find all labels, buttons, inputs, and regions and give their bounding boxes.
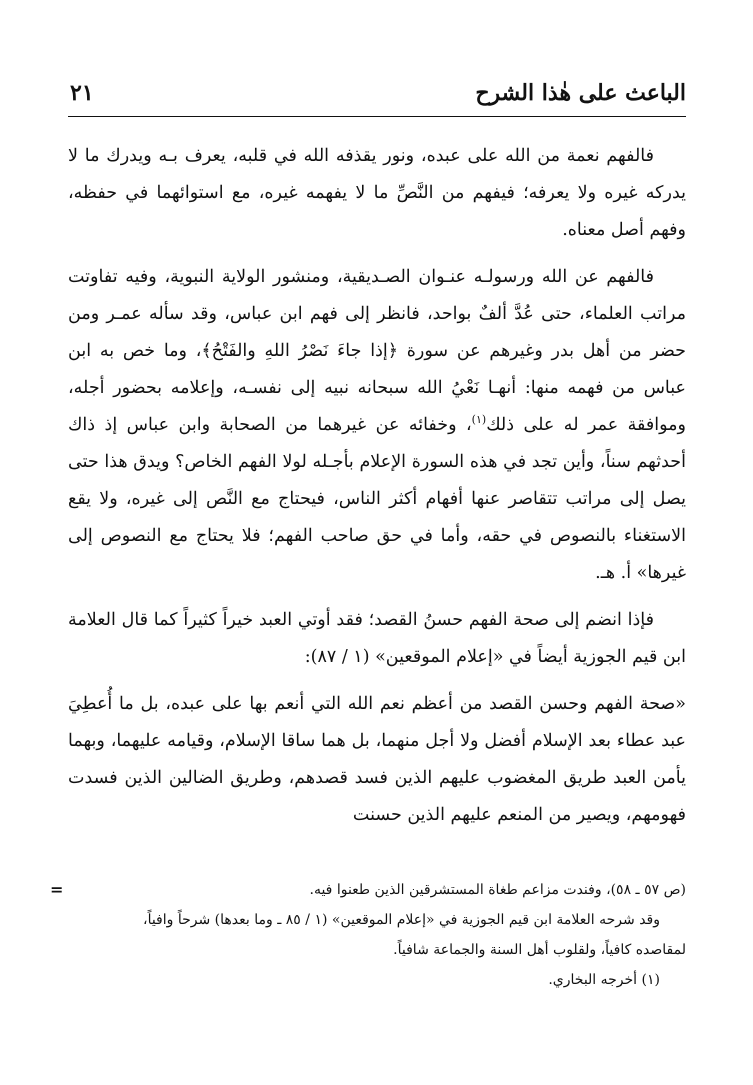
- running-title: الباعث على هٰذا الشرح: [475, 80, 686, 106]
- paragraph-ibn-abbas: [68, 259, 686, 592]
- footnote-1: (١) أخرجه البخاري.: [548, 972, 660, 988]
- footnote-continuation: [50, 875, 686, 905]
- footnote-commentary-line-1: وقد شرحه العلامة ابن قيم الجوزية في «إعلام الموقعين» (١ / ٨٥ ـ وما بعدها) شرحاً وافياً،: [143, 912, 660, 928]
- paragraph-quotation: «صحة الفهم وحسن القصد من أعظم نعم الله التي أنعم بها على عبده، بل ما أُعطِيَ عبد عطاء بعد الإسلام أفضل ولا أجل منهما، بل هما ساقا الإسلام، وقيامه عليهما، وبهما يأمن العبد طريق المغضوب عليهم الذين فسد قصدهم، وطريق الضالين الذين فسدت فهومهم، ويصير من المنعم عليهم الذين حسنت: [68, 694, 686, 825]
- page-header: [68, 80, 686, 117]
- footnote-commentary-line-2: لمقاصده كافياً، ولقلوب أهل السنة والجماعة شافياً.: [393, 942, 686, 958]
- footnotes-section: [50, 875, 686, 995]
- main-text: [68, 138, 686, 834]
- paragraph-understanding-blessing: فالفهم نعمة من الله على عبده، ونور يقذفه الله في قلبه، يعرف بـه ويدرك ما لا يدركه غيره ولا يعرفه؛ فيفهم من النَّصِّ ما لا يفهمه غيره، مع استوائهما في حفظه، وفهم أصل معناه.: [68, 146, 686, 240]
- continuation-marker: =: [50, 880, 64, 899]
- footnote-marker[interactable]: (١): [471, 413, 487, 427]
- paragraph-good-intention: فإذا انضم إلى صحة الفهم حسنُ القصد؛ فقد أوتي العبد خيراً كثيراً كما قال العلامة ابن قيم الجوزية أيضاً في «إعلام الموقعين» (١ / ٨٧):: [68, 610, 686, 667]
- page-number: ٢١: [70, 80, 94, 106]
- paragraph-text-part-2: ، وخفائه عن غيرهما من الصحابة وابن عباس إذ ذاك أحدثهم سناً، وأين تجد في هذه السورة الإعلام بأجـله لولا الفهم الخاص؟ ويدق هذا حتى يصل إلى مراتب تتقاصر عنها أفهام أكثر الناس، فيحتاج مع النَّص إلى غيره، ولا يقع الاستغناء بالنصوص في حقه، وأما في حق صاحب الفهم؛ فلا يحتاج مع النصوص إلى غيرها» أ. هـ.: [68, 415, 686, 583]
- footnote-continuation-line: (ص ٥٧ ـ ٥٨)، وفندت مزاعم طغاة المستشرقين الذين طعنوا فيه.: [309, 882, 686, 898]
- paragraph-text-part-1: فالفهم عن الله ورسولـه عنـوان الصـديقية، ومنشور الولاية النبوية، وفيه تفاوتت مراتب العلماء، حتى عُدَّ ألفٌ بواحد، فانظر إلى فهم ابن عباس، وقد سأله عمـر ومن حضر من أهل بدر وغيرهم عن سورة ﴿إذا جاءَ نَصْرُ اللهِ والفَتْحُ﴾، وما خص به ابن عباس من فهمه منها: أنهـا نَعْيُ الله سبحانه نبيه إلى نفسـه، وإعلامه بحضور أجله، وموافقة عمر له على ذلك: [68, 267, 686, 435]
